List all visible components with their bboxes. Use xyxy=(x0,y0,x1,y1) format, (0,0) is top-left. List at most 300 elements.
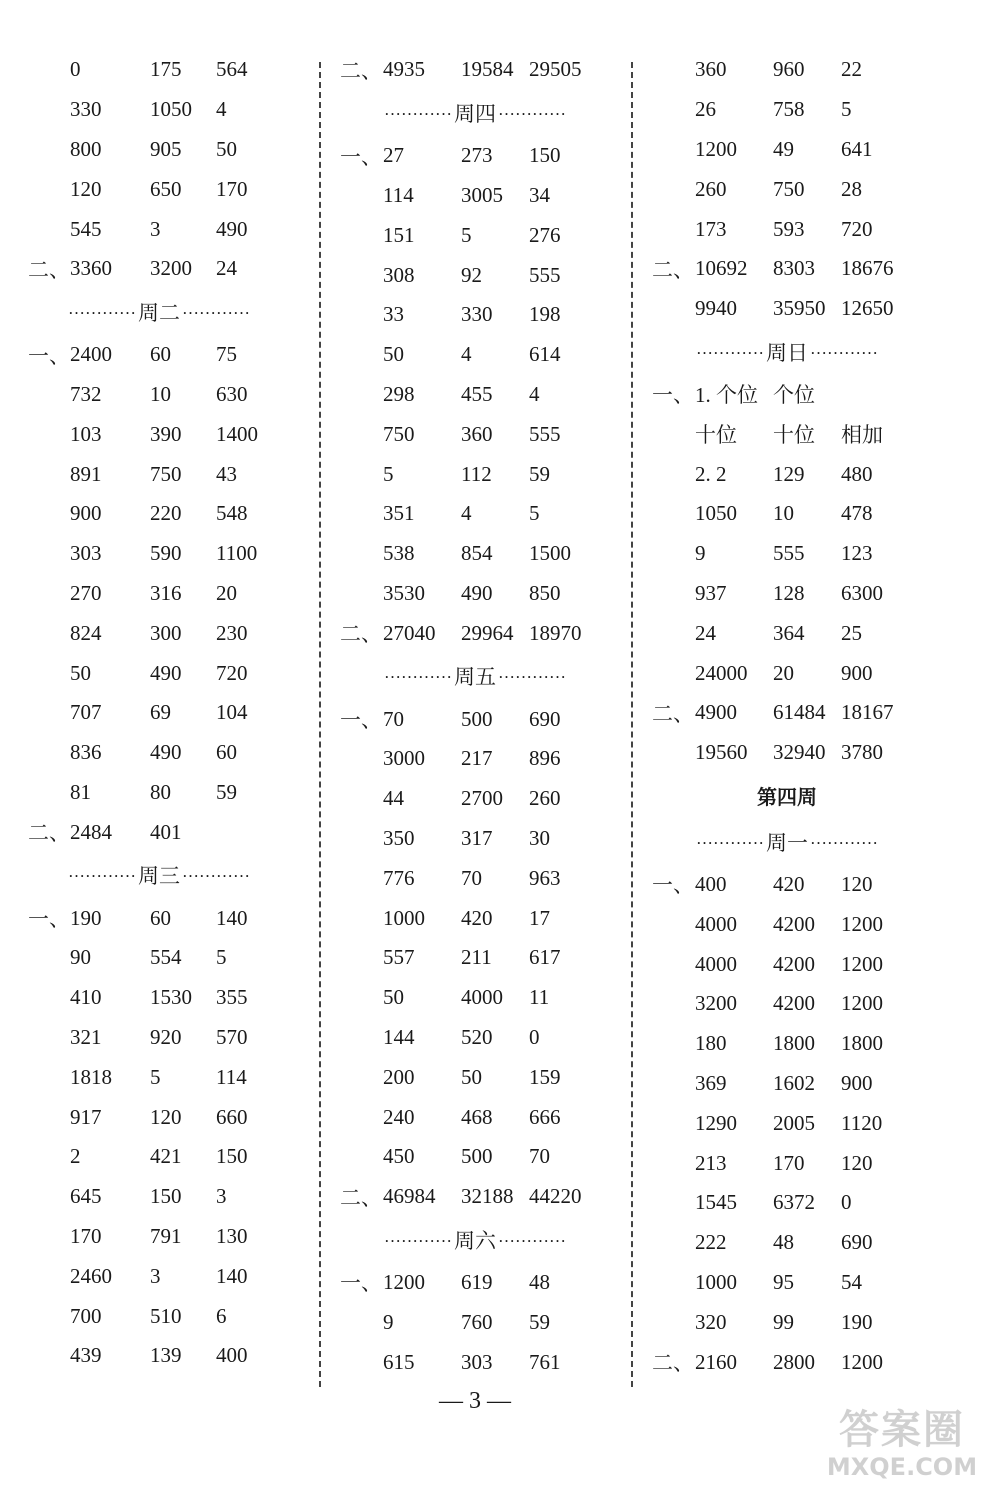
answer-value: 170 xyxy=(70,1223,102,1248)
answer-row xyxy=(652,534,922,574)
answer-value: 401 xyxy=(150,819,182,844)
answer-value: 70 xyxy=(529,1144,550,1169)
answer-value: 554 xyxy=(150,945,182,970)
answer-value: 24 xyxy=(695,620,716,645)
answer-row xyxy=(28,335,290,375)
answer-value: 22 xyxy=(841,57,862,82)
answer-value: 850 xyxy=(529,580,561,605)
day-header xyxy=(340,1217,610,1263)
answer-value: 1500 xyxy=(529,541,571,566)
answer-value: 43 xyxy=(216,461,237,486)
answer-row xyxy=(652,1143,922,1183)
answer-row xyxy=(340,176,610,216)
page-number: — 3 — xyxy=(439,1388,511,1414)
day-header xyxy=(652,329,922,375)
answer-value: 59 xyxy=(529,461,550,486)
answer-value: 35950 xyxy=(773,296,826,321)
answer-value: 5 xyxy=(150,1064,161,1089)
answer-value: 99 xyxy=(773,1309,794,1334)
answer-value: 50 xyxy=(383,985,404,1010)
answer-row xyxy=(340,574,610,614)
answer-value: 758 xyxy=(773,97,805,122)
answer-value: 761 xyxy=(529,1349,561,1374)
answer-row xyxy=(652,249,922,289)
answer-value: 95 xyxy=(773,1269,794,1294)
answer-value: 490 xyxy=(150,660,182,685)
answer-value: 355 xyxy=(216,985,248,1010)
answer-value: 1200 xyxy=(841,991,883,1016)
answer-row xyxy=(340,335,610,375)
answer-row xyxy=(28,1217,290,1257)
answer-value: 390 xyxy=(150,421,182,446)
answer-row xyxy=(28,1336,290,1376)
answer-value: 5 xyxy=(383,461,394,486)
dotted-leader: ………… xyxy=(68,862,136,882)
answer-row xyxy=(340,494,610,534)
answer-value: 2700 xyxy=(461,786,503,811)
answer-value: 776 xyxy=(383,865,415,890)
answer-value: 891 xyxy=(70,461,102,486)
answer-row xyxy=(652,984,922,1024)
answer-value: 500 xyxy=(461,1144,493,1169)
answer-value: 660 xyxy=(216,1104,248,1129)
answer-value: 4 xyxy=(529,381,540,406)
answer-value: 46984 xyxy=(383,1184,436,1209)
dotted-leader: ………… xyxy=(810,338,878,358)
answer-row xyxy=(652,90,922,130)
answer-value: 17 xyxy=(529,905,550,930)
answer-row xyxy=(28,733,290,773)
answer-value: 6372 xyxy=(773,1190,815,1215)
answer-value: 490 xyxy=(150,740,182,765)
answer-value: 18676 xyxy=(841,256,894,281)
answer-value: 276 xyxy=(529,222,561,247)
day-header xyxy=(28,289,290,335)
dotted-leader: ………… xyxy=(696,338,764,358)
answer-value: 175 xyxy=(150,57,182,82)
answer-value: 410 xyxy=(70,985,102,1010)
answer-value: 3 xyxy=(150,216,161,241)
answer-row xyxy=(652,904,922,944)
answer-value: 90 xyxy=(70,945,91,970)
answer-value: 112 xyxy=(461,461,492,486)
answer-value: 相加 xyxy=(841,423,883,448)
question-number: 二、 xyxy=(340,1185,382,1210)
answer-row xyxy=(652,454,922,494)
answer-row xyxy=(28,938,290,978)
answer-value: 1100 xyxy=(216,541,258,566)
answer-value: 10 xyxy=(150,381,171,406)
answer-column-1 xyxy=(28,50,290,1376)
answer-value: 3200 xyxy=(150,256,192,281)
question-number: 二、 xyxy=(28,821,70,846)
answer-value: 190 xyxy=(841,1309,873,1334)
answer-value: 48 xyxy=(529,1269,550,1294)
answer-row xyxy=(340,454,610,494)
answer-value: 308 xyxy=(383,262,415,287)
answer-value: 28 xyxy=(841,176,862,201)
answer-value: 44220 xyxy=(529,1184,582,1209)
answer-value: 240 xyxy=(383,1104,415,1129)
answer-row xyxy=(28,574,290,614)
answer-row xyxy=(28,209,290,249)
answer-value: 120 xyxy=(841,871,873,896)
answer-value: 5 xyxy=(216,945,227,970)
answer-value: 4000 xyxy=(461,985,503,1010)
answer-value: 50 xyxy=(70,660,91,685)
answer-value: 12650 xyxy=(841,296,894,321)
answer-value: 317 xyxy=(461,825,493,850)
answer-value: 1800 xyxy=(773,1031,815,1056)
answer-row xyxy=(340,255,610,295)
answer-row xyxy=(28,414,290,454)
answer-value: 170 xyxy=(216,176,248,201)
answer-value: 29505 xyxy=(529,57,582,82)
answer-value: 49 xyxy=(773,136,794,161)
answer-row xyxy=(652,1024,922,1064)
answer-value: 217 xyxy=(461,746,493,771)
answer-row xyxy=(340,1302,610,1342)
answer-value: 4000 xyxy=(695,911,737,936)
answer-value: 760 xyxy=(461,1309,493,1334)
answer-value: 2. 2 xyxy=(695,461,727,486)
answer-row xyxy=(28,130,290,170)
answer-value: 650 xyxy=(150,176,182,201)
answer-value: 666 xyxy=(529,1104,561,1129)
answer-row xyxy=(652,494,922,534)
answer-value: 180 xyxy=(695,1031,727,1056)
answer-value: 3000 xyxy=(383,746,425,771)
answer-value: 69 xyxy=(150,700,171,725)
answer-value: 330 xyxy=(461,302,493,327)
answer-value: 645 xyxy=(70,1184,102,1209)
answer-row xyxy=(340,534,610,574)
answer-row xyxy=(340,1097,610,1137)
answer-value: 18970 xyxy=(529,620,582,645)
answer-value: 20 xyxy=(773,660,794,685)
question-number: 一、 xyxy=(28,343,70,368)
answer-value: 455 xyxy=(461,381,493,406)
answer-value: 1050 xyxy=(150,97,192,122)
answer-value: 1818 xyxy=(70,1064,112,1089)
answer-row xyxy=(28,693,290,733)
answer-value: 720 xyxy=(216,660,248,685)
answer-value: 140 xyxy=(216,905,248,930)
answer-value: 824 xyxy=(70,620,102,645)
answer-value: 937 xyxy=(695,580,727,605)
answer-column-3 xyxy=(652,50,922,1382)
answer-value: 0 xyxy=(841,1190,852,1215)
answer-value: 20 xyxy=(216,580,237,605)
answer-value: 60 xyxy=(216,740,237,765)
answer-value: 59 xyxy=(529,1309,550,1334)
answer-row xyxy=(28,773,290,813)
answer-value: 570 xyxy=(216,1024,248,1049)
answer-row xyxy=(652,1302,922,1342)
answer-value: 50 xyxy=(383,342,404,367)
answer-value: 1545 xyxy=(695,1190,737,1215)
answer-value: 900 xyxy=(841,1070,873,1095)
answer-value: 1000 xyxy=(383,905,425,930)
dotted-leader: ………… xyxy=(384,99,452,119)
answer-row xyxy=(28,534,290,574)
answer-value: 18167 xyxy=(841,700,894,725)
answer-row xyxy=(340,215,610,255)
answer-row xyxy=(340,1263,610,1303)
answer-value: 421 xyxy=(150,1144,182,1169)
answer-row xyxy=(652,50,922,90)
answer-value: 11 xyxy=(529,985,550,1010)
answer-row xyxy=(340,375,610,415)
answer-value: 520 xyxy=(461,1024,493,1049)
question-number: 一、 xyxy=(340,144,382,169)
answer-value: 9 xyxy=(383,1309,394,1334)
answer-value: 1200 xyxy=(841,911,883,936)
answer-value: 128 xyxy=(773,580,805,605)
answer-value: 641 xyxy=(841,136,873,161)
question-number: 一、 xyxy=(340,1271,382,1296)
column-divider xyxy=(319,62,321,1387)
answer-row xyxy=(340,739,610,779)
day-label: 周六 xyxy=(454,1228,496,1253)
answer-row xyxy=(28,50,290,90)
answer-value: 1602 xyxy=(773,1070,815,1095)
answer-value: 6300 xyxy=(841,580,883,605)
answer-value: 0 xyxy=(529,1024,540,1049)
answer-value: 400 xyxy=(216,1343,248,1368)
answer-value: 557 xyxy=(383,945,415,970)
answer-value: 25 xyxy=(841,620,862,645)
answer-value: 590 xyxy=(150,541,182,566)
answer-row xyxy=(340,1342,610,1382)
day-label: 周四 xyxy=(454,101,496,126)
answer-row xyxy=(340,1177,610,1217)
answer-value: 24 xyxy=(216,256,237,281)
answer-value: 27 xyxy=(383,143,404,168)
answer-row xyxy=(28,613,290,653)
answer-value: 211 xyxy=(461,945,492,970)
answer-value: 44 xyxy=(383,786,404,811)
answer-value: 8303 xyxy=(773,256,815,281)
answer-value: 130 xyxy=(216,1223,248,1248)
answer-value: 173 xyxy=(695,216,727,241)
answer-value: 732 xyxy=(70,381,102,406)
answer-value: 720 xyxy=(841,216,873,241)
answer-value: 298 xyxy=(383,381,415,406)
answer-value: 960 xyxy=(773,57,805,82)
answer-value: 555 xyxy=(529,421,561,446)
answer-row xyxy=(652,865,922,905)
answer-value: 个位 xyxy=(773,383,815,408)
answer-value: 70 xyxy=(383,706,404,731)
dotted-leader: ………… xyxy=(182,862,250,882)
answer-value: 60 xyxy=(150,342,171,367)
answer-value: 615 xyxy=(383,1349,415,1374)
answer-row xyxy=(28,653,290,693)
answer-value: 510 xyxy=(150,1303,182,1328)
answer-value: 92 xyxy=(461,262,482,287)
answer-value: 139 xyxy=(150,1343,182,1368)
column-divider xyxy=(631,62,633,1387)
answer-value: 614 xyxy=(529,342,561,367)
answer-column-2 xyxy=(340,50,610,1382)
dotted-leader: ………… xyxy=(810,828,878,848)
answer-row xyxy=(28,1296,290,1336)
answer-row xyxy=(28,249,290,289)
answer-value: 213 xyxy=(695,1150,727,1175)
answer-value: 75 xyxy=(216,342,237,367)
answer-value: 120 xyxy=(841,1150,873,1175)
answer-value: 630 xyxy=(216,381,248,406)
answer-row xyxy=(28,1097,290,1137)
answer-value: 10692 xyxy=(695,256,748,281)
answer-value: 32940 xyxy=(773,740,826,765)
answer-value: 750 xyxy=(150,461,182,486)
day-header xyxy=(340,653,610,699)
dotted-leader: ………… xyxy=(498,1226,566,1246)
week-header: 第四周 xyxy=(757,785,817,810)
day-header xyxy=(652,819,922,865)
answer-value: 963 xyxy=(529,865,561,890)
answer-value: 9940 xyxy=(695,296,737,321)
answer-value: 114 xyxy=(383,182,414,207)
question-number: 二、 xyxy=(340,622,382,647)
answer-row xyxy=(340,613,610,653)
answer-value: 300 xyxy=(150,620,182,645)
answer-row xyxy=(652,289,922,329)
day-label: 周二 xyxy=(138,300,180,325)
answer-value: 439 xyxy=(70,1343,102,1368)
answer-value: 129 xyxy=(773,461,805,486)
answer-row xyxy=(340,295,610,335)
answer-value: 140 xyxy=(216,1263,248,1288)
answer-value: 2 xyxy=(70,1144,81,1169)
answer-value: 230 xyxy=(216,620,248,645)
answer-value: 0 xyxy=(70,57,81,82)
dotted-leader: ………… xyxy=(696,828,764,848)
answer-value: 538 xyxy=(383,541,415,566)
answer-value: 593 xyxy=(773,216,805,241)
answer-value: 54 xyxy=(841,1269,862,1294)
answer-row xyxy=(28,90,290,130)
answer-value: 3200 xyxy=(695,991,737,1016)
answer-row xyxy=(652,733,922,773)
answer-value: 905 xyxy=(150,136,182,161)
answer-value: 690 xyxy=(529,706,561,731)
day-label: 周五 xyxy=(454,665,496,690)
question-number: 二、 xyxy=(652,1351,694,1375)
answer-value: 1800 xyxy=(841,1031,883,1056)
answer-value: 3005 xyxy=(461,182,503,207)
answer-value: 144 xyxy=(383,1024,415,1049)
day-label: 周日 xyxy=(766,340,808,365)
question-number: 二、 xyxy=(652,701,694,726)
watermark-url: MXQE.COM xyxy=(826,1453,978,1481)
answer-value: 617 xyxy=(529,945,561,970)
answer-value: 4 xyxy=(461,501,472,526)
answer-value: 9 xyxy=(695,541,706,566)
answer-value: 2160 xyxy=(695,1349,737,1374)
dotted-leader: ………… xyxy=(498,99,566,119)
answer-row xyxy=(28,375,290,415)
answer-row xyxy=(652,169,922,209)
answer-row xyxy=(652,375,922,415)
answer-row xyxy=(28,1177,290,1217)
answer-value: 490 xyxy=(216,216,248,241)
answer-value: 700 xyxy=(70,1303,102,1328)
answer-row xyxy=(652,693,922,733)
answer-value: 4 xyxy=(461,342,472,367)
answer-value: 750 xyxy=(383,421,415,446)
day-label: 周三 xyxy=(138,864,180,889)
answer-value: 369 xyxy=(695,1070,727,1095)
answer-value: 十位 xyxy=(695,423,737,448)
answer-value: 564 xyxy=(216,57,248,82)
answer-value: 59 xyxy=(216,779,237,804)
answer-value: 900 xyxy=(70,501,102,526)
answer-row xyxy=(652,1183,922,1223)
answer-value: 4200 xyxy=(773,951,815,976)
answer-value: 120 xyxy=(70,176,102,201)
answer-value: 34 xyxy=(529,182,550,207)
answer-row xyxy=(652,1223,922,1263)
day-header xyxy=(340,90,610,136)
answer-value: 114 xyxy=(216,1064,247,1089)
answer-value: 400 xyxy=(695,871,727,896)
question-number: 一、 xyxy=(652,873,694,898)
answer-value: 2484 xyxy=(70,819,112,844)
answer-value: 900 xyxy=(841,660,873,685)
answer-row xyxy=(28,494,290,534)
answer-row xyxy=(340,898,610,938)
answer-value: 198 xyxy=(529,302,561,327)
answer-row xyxy=(652,1064,922,1104)
answer-row xyxy=(340,1018,610,1058)
answer-value: 303 xyxy=(70,541,102,566)
answer-value: 364 xyxy=(773,620,805,645)
answer-value: 450 xyxy=(383,1144,415,1169)
answer-value: 360 xyxy=(695,57,727,82)
answer-value: 920 xyxy=(150,1024,182,1049)
answer-value: 19584 xyxy=(461,57,514,82)
question-number: 二、 xyxy=(652,257,694,282)
answer-row xyxy=(652,1263,922,1303)
answer-value: 1000 xyxy=(695,1269,737,1294)
answer-value: 836 xyxy=(70,740,102,765)
answer-row xyxy=(28,454,290,494)
answer-value: 10 xyxy=(773,501,794,526)
answer-value: 555 xyxy=(529,262,561,287)
day-header xyxy=(28,852,290,898)
answer-value: 854 xyxy=(461,541,493,566)
answer-row xyxy=(340,1057,610,1097)
answer-value: 3 xyxy=(216,1184,227,1209)
watermark-logo xyxy=(812,1408,992,1494)
answer-value: 545 xyxy=(70,216,102,241)
question-number: 一、 xyxy=(652,383,694,408)
answer-row xyxy=(340,1137,610,1177)
answer-value: 50 xyxy=(216,136,237,161)
answer-value: 260 xyxy=(529,786,561,811)
answer-value: 791 xyxy=(150,1223,182,1248)
answer-value: 2800 xyxy=(773,1349,815,1374)
answer-value: 750 xyxy=(773,176,805,201)
answer-value: 1120 xyxy=(841,1110,883,1135)
answer-row xyxy=(340,819,610,859)
answer-value: 316 xyxy=(150,580,182,605)
answer-value: 303 xyxy=(461,1349,493,1374)
answer-value: 548 xyxy=(216,501,248,526)
